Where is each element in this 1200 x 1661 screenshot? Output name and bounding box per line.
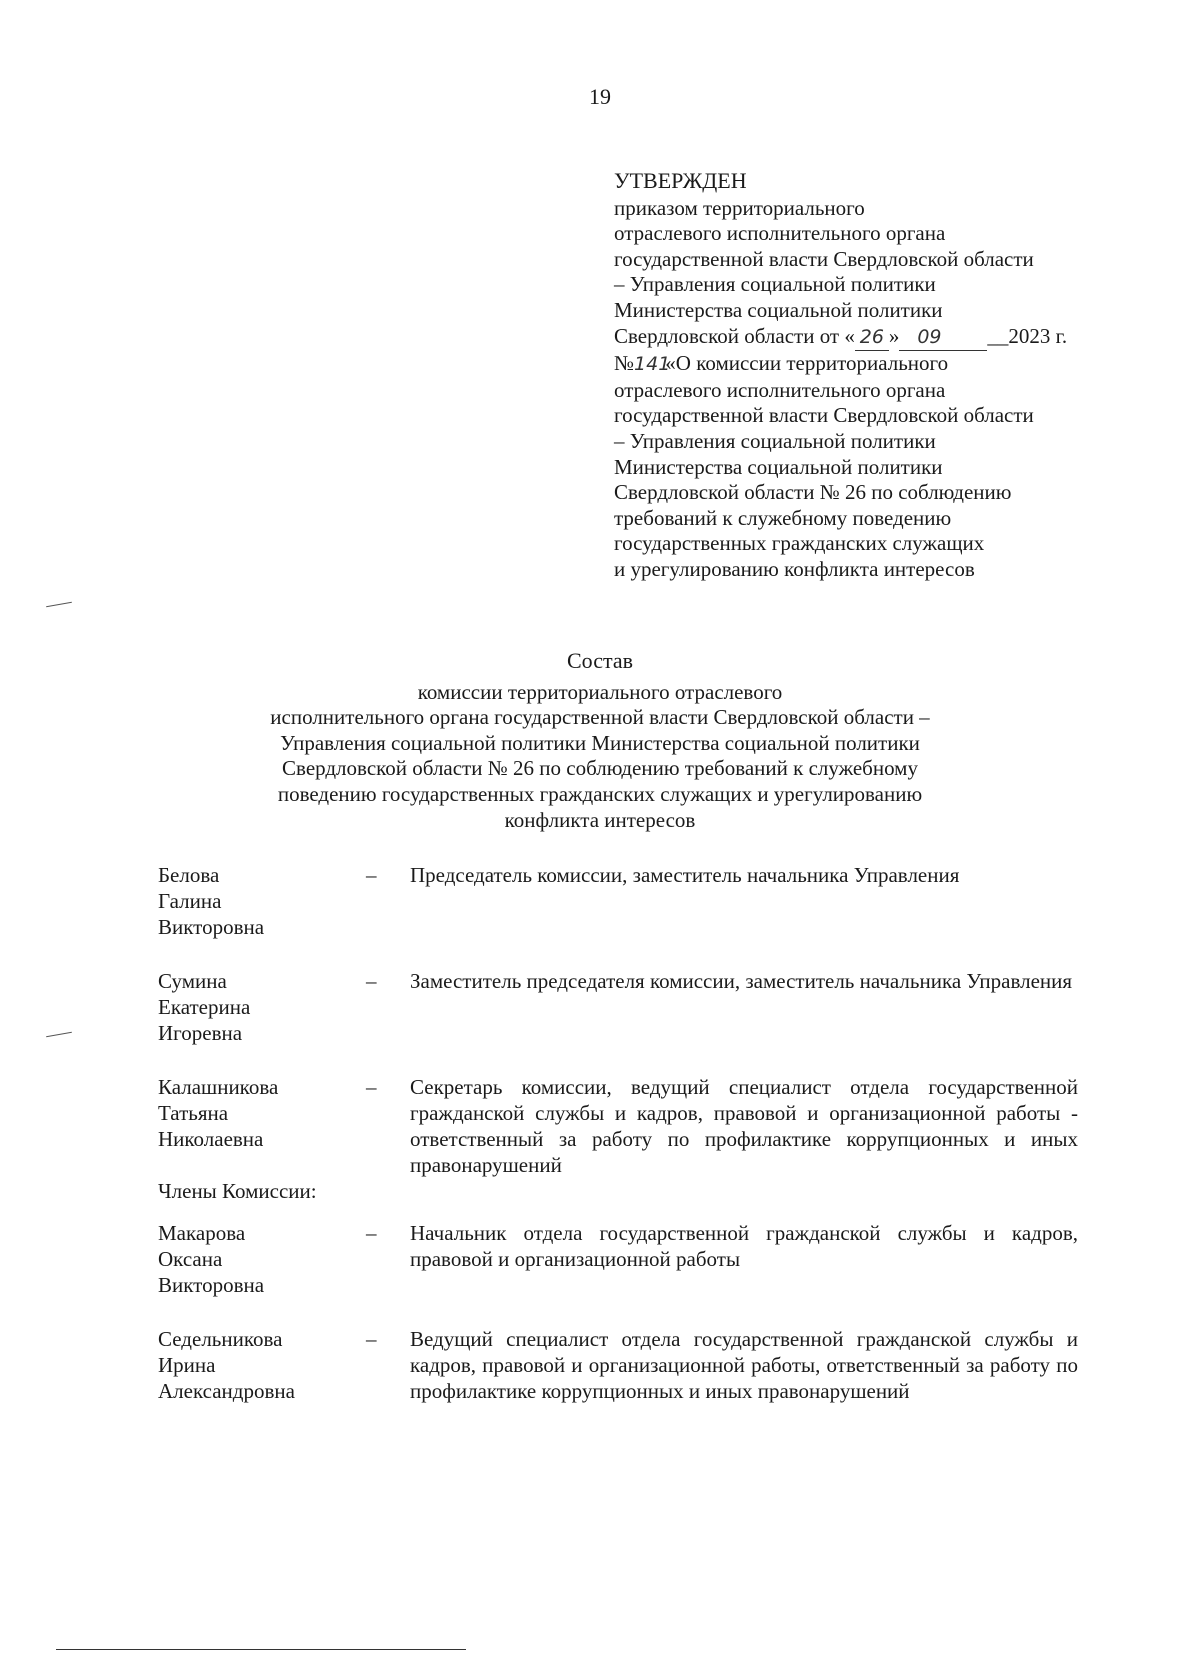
composition-title-block [0,648,1200,833]
approval-line: отраслевого исполнительного органа [614,221,946,246]
member-dash: – [366,1221,377,1245]
member-role: Начальник отдела государственной гражданской службы и кадров, правовой и организационной работы [410,1221,1078,1271]
member-surname: Калашникова [158,1075,279,1099]
member-name [158,1074,358,1152]
member-role: Председатель комиссии, заместитель начальника Управления [410,863,960,887]
member-first-name: Татьяна [158,1101,229,1125]
member-row [158,1220,1078,1298]
member-table [158,862,1078,1432]
handwritten-day: 26 [855,325,889,352]
member-first-name: Ирина [158,1353,216,1377]
member-surname: Седельникова [158,1327,283,1351]
approval-line: отраслевого исполнительного органа [614,377,946,402]
composition-title-line: Управления социальной политики Министерства социальной политики [280,730,920,755]
member-surname: Сумина [158,969,227,993]
approval-line: – Управления социальной политики [614,428,936,453]
approval-number-line [614,351,1174,378]
number-prefix: № [614,351,635,376]
composition-title-line: поведению государственных гражданских служащих и урегулированию [277,781,923,806]
member-first-name: Оксана [158,1247,223,1271]
approval-line: требований к служебному поведению [614,505,952,530]
member-patronymic: Викторовна [158,915,265,939]
member-patronymic: Николаевна [158,1127,264,1151]
member-surname: Макарова [158,1221,246,1245]
scan-artifact-mark [46,602,72,607]
member-dash: – [366,1327,377,1351]
member-name [158,862,358,940]
member-role: Секретарь комиссии, ведущий специалист отдела государственной гражданской службы и кадров, правовой и организационной работы - ответственный за работу по профилактике коррупционных и иных правонарушений [410,1075,1078,1177]
composition-heading: Состав [566,648,634,673]
handwritten-month: 09 [899,325,987,352]
approval-stamp: УТВЕРЖДЕН [614,168,747,193]
member-dash: – [366,1075,377,1099]
member-patronymic: Александровна [158,1379,295,1403]
approval-block [614,168,1174,583]
member-row [158,1074,1078,1177]
date-suffix: __2023 г. [987,323,1068,348]
member-name [158,1220,358,1298]
member-first-name: Екатерина [158,995,251,1019]
approval-line: Министерства социальной политики [614,454,943,479]
member-surname: Белова [158,863,220,887]
member-patronymic: Игоревна [158,1021,243,1045]
date-prefix: Свердловской области от « [614,323,855,348]
composition-title-line: исполнительного органа государственной власти Свердловской области – [270,705,930,730]
approval-line: Свердловской области № 26 по соблюдению [614,480,1012,505]
member-role: Ведущий специалист отдела государственной гражданской службы и кадров, правовой и организационной работы, ответственный за работу по профилактике коррупционных и иных правонарушений [410,1327,1078,1403]
member-row [158,1326,1078,1404]
approval-line: государственной власти Свердловской области [614,246,1034,271]
approval-line: приказом территориального [614,195,865,220]
member-name [158,968,358,1046]
composition-title-line: комиссии территориального отраслевого [417,679,783,704]
members-label: Члены Комиссии: [158,1179,317,1203]
handwritten-number: 141 [634,353,671,376]
member-role: Заместитель председателя комиссии, заместитель начальника Управления [410,969,1073,993]
member-row [158,862,1078,940]
approval-line: государственной власти Свердловской области [614,403,1034,428]
approval-line: Министерства социальной политики [614,297,943,322]
page-number: 19 [589,84,611,109]
member-dash: – [366,863,377,887]
member-name [158,1326,358,1404]
approval-line: – Управления социальной политики [614,272,936,297]
date-mid: » [888,323,900,348]
member-first-name: Галина [158,889,222,913]
approval-line: государственных гражданских служащих [614,531,985,556]
member-dash: – [366,969,377,993]
member-patronymic: Викторовна [158,1273,265,1297]
approval-line: и урегулированию конфликта интересов [614,556,975,581]
footer-rule [56,1649,466,1650]
scan-artifact-mark [46,1032,72,1037]
number-suffix: «О комиссии территориального [660,351,949,376]
composition-title-line: Свердловской области № 26 по соблюдению требований к служебному [282,756,918,781]
composition-title-line: конфликта интересов [504,807,696,832]
member-row [158,968,1078,1046]
approval-date-line [614,324,1174,352]
